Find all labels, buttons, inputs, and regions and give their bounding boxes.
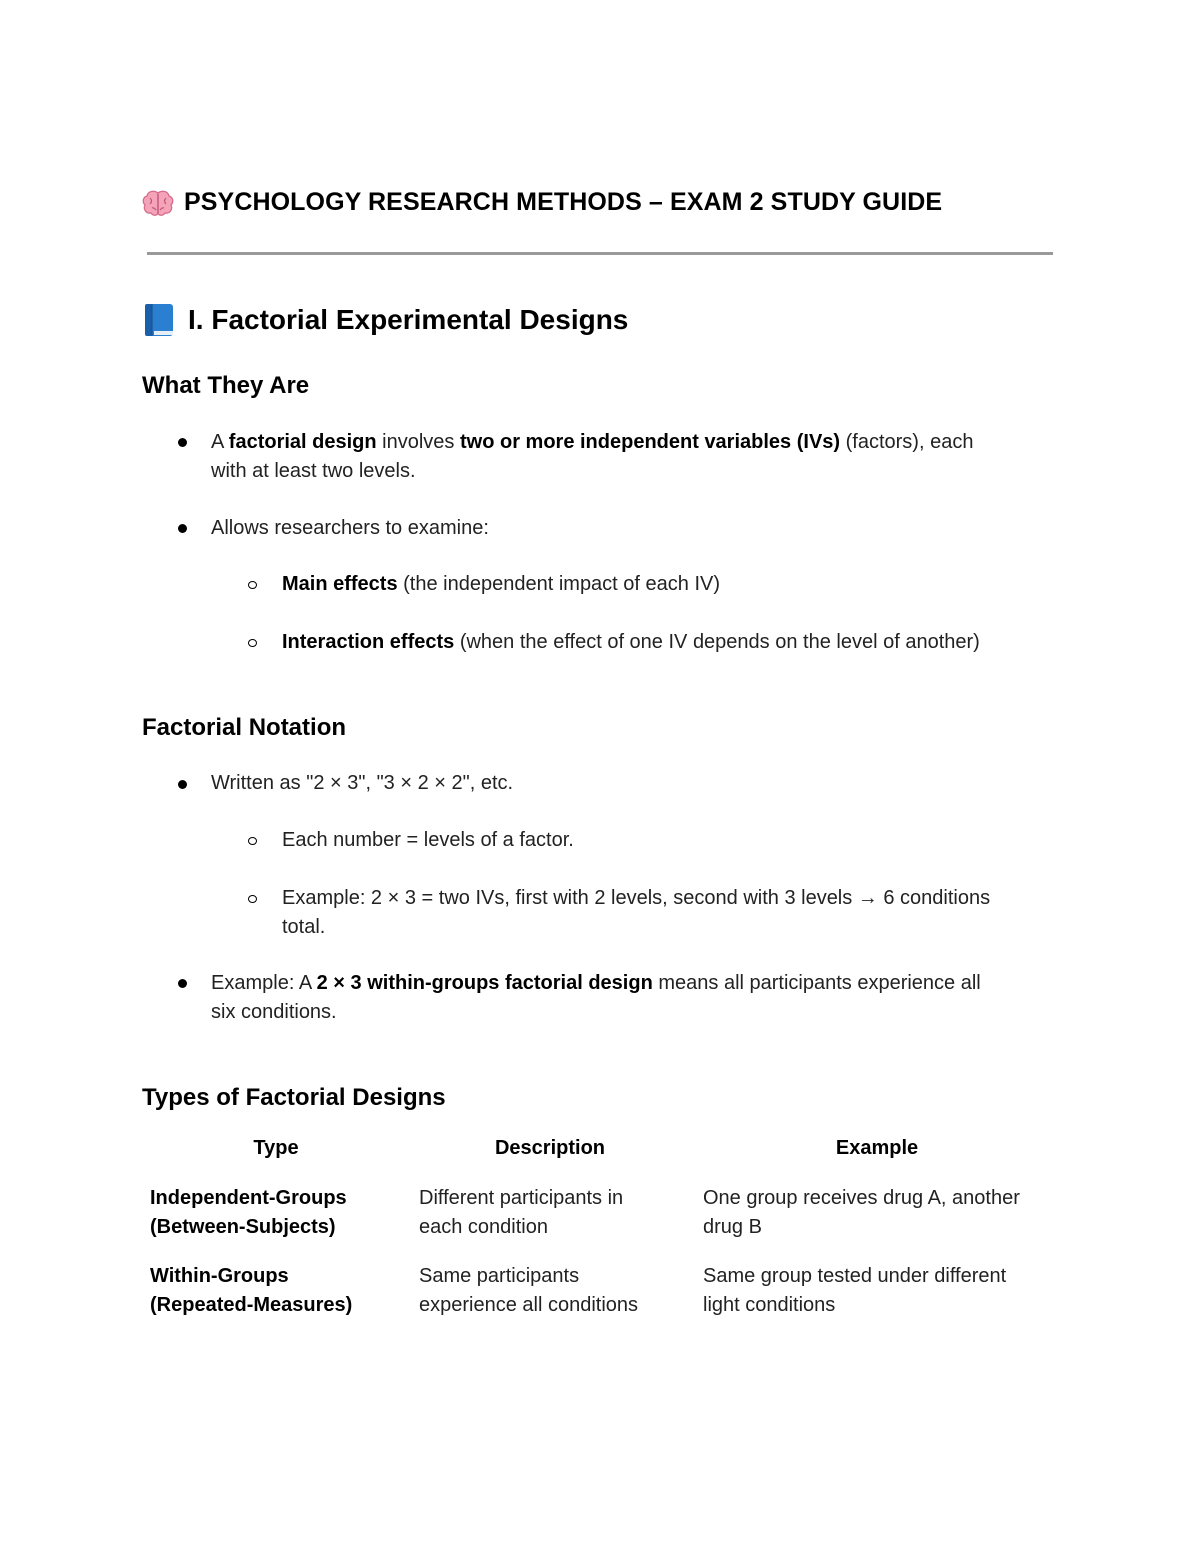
circle-bullet-icon [248,581,257,589]
document-title [142,188,942,217]
sub-list-item: Each number = levels of a factor. [282,829,574,851]
text: experience all conditions [419,1294,639,1316]
text: means all participants experience all [652,972,981,994]
text: (Between-Subjects) [150,1216,336,1238]
horizontal-rule [147,252,1053,255]
text: light conditions [703,1294,836,1316]
text: Different participants in [419,1187,624,1209]
table-cell-type [150,1262,352,1320]
list-item [211,969,1061,1027]
text: total. [282,916,326,938]
text: Same group tested under different [703,1265,1007,1287]
book-icon [142,302,176,338]
bold-text: 2 × 3 within-groups factorial design [316,972,653,994]
text: (factors), each [840,431,974,453]
column-header-example: Example [835,1137,919,1159]
table-cell-type [150,1184,347,1242]
text: A [211,431,229,453]
text: One group receives drug A, another [703,1187,1020,1209]
circle-bullet-icon [248,895,257,903]
text: (Repeated-Measures) [150,1294,353,1316]
factorial-notation-heading: Factorial Notation [142,714,347,741]
column-header-type: Type [253,1137,299,1159]
what-they-are-heading: What They Are [142,372,310,399]
bullet-icon [178,524,187,533]
types-heading: Types of Factorial Designs [142,1084,446,1111]
circle-bullet-icon [248,639,257,647]
sub-list-item [282,570,1062,599]
table-cell-example [703,1262,1006,1320]
bullet-icon [178,780,187,789]
bold-text: two or more independent variables (IVs) [459,431,841,453]
table-cell-description [419,1184,623,1242]
sub-list-item [282,884,1062,942]
text: six conditions. [211,1001,337,1023]
brain-icon [142,189,174,217]
text: drug B [703,1216,762,1238]
text: Same participants [419,1265,580,1287]
text: Example: A [211,972,317,994]
table-cell-example [703,1184,1020,1242]
text: involves [376,431,460,453]
title-text: PSYCHOLOGY RESEARCH METHODS – EXAM 2 STUDY GUIDE [184,188,943,216]
text: (the independent impact of each IV) [397,573,721,595]
bold-text: Interaction effects [282,631,455,653]
bold-text: factorial design [228,431,377,453]
text: Within-Groups [150,1265,289,1287]
bullet-icon [178,979,187,988]
section-title-text: I. Factorial Experimental Designs [188,304,629,335]
text: (when the effect of one IV depends on the level of another) [454,631,980,653]
bullet-icon [178,438,187,447]
table-cell-description [419,1262,638,1320]
list-item [211,428,1061,486]
text: each condition [419,1216,548,1238]
text: with at least two levels. [211,460,416,482]
bold-text: Main effects [282,573,398,595]
text: Example: 2 × 3 = two IVs, first with 2 levels, second with 3 levels → 6 conditions [282,887,991,909]
circle-bullet-icon [248,837,257,845]
list-item: Allows researchers to examine: [211,517,489,539]
sub-list-item [282,628,1062,657]
section-heading [142,302,628,338]
list-item: Written as "2 × 3", "3 × 2 × 2", etc. [211,772,514,794]
text: Independent-Groups [150,1187,347,1209]
column-header-description: Description [494,1137,606,1159]
